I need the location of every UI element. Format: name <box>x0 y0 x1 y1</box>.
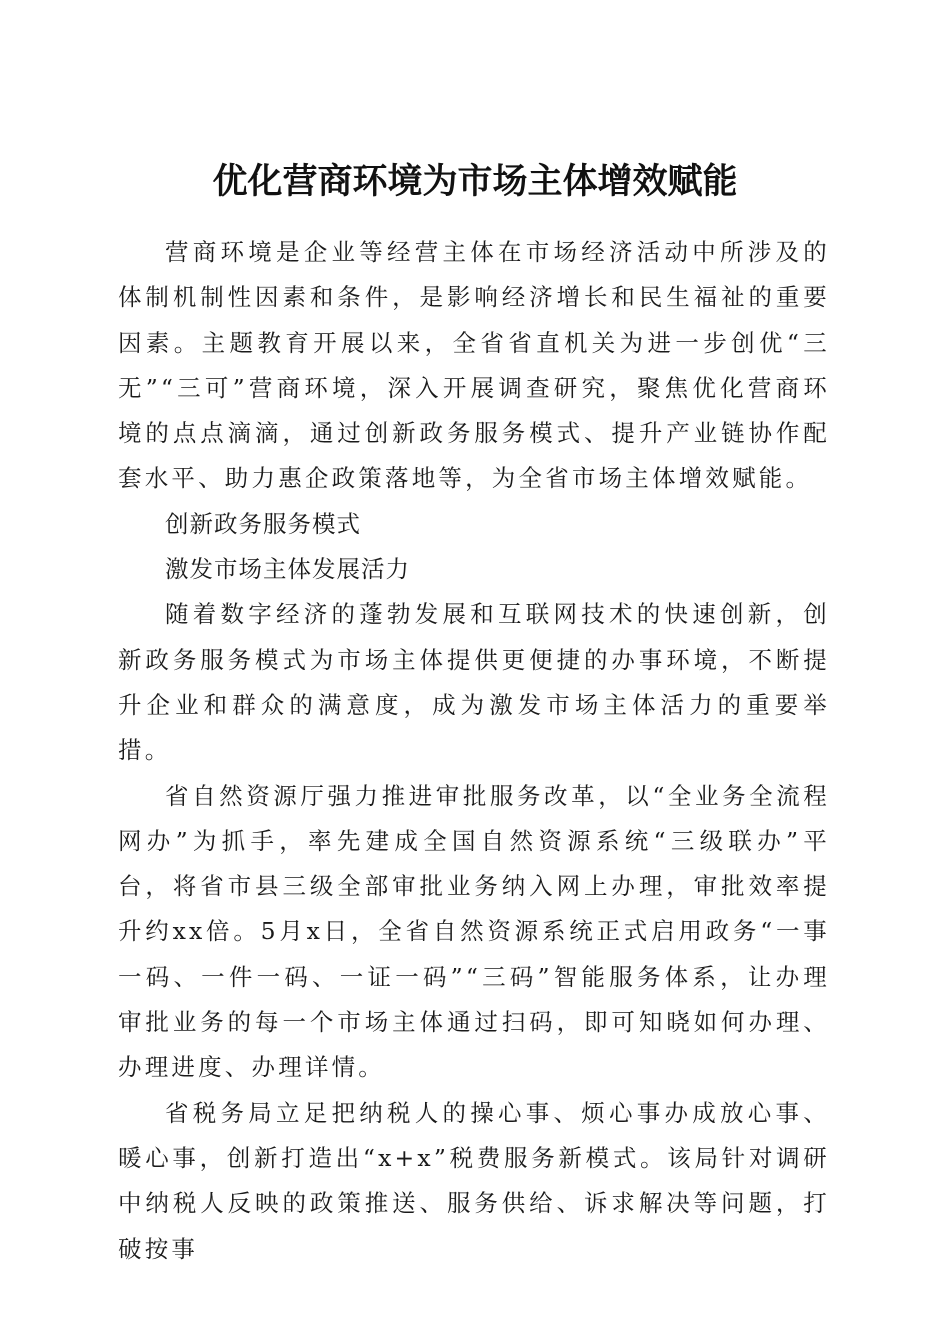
body-paragraph-tax-bureau: 省税务局立足把纳税人的操心事、烦心事办成放心事、暖心事，创新打造出“x+x”税费服务新模式。该局针对调研中纳税人反映的政策推送、服务供给、诉求解决等问题，打破按事 <box>118 1098 830 1263</box>
document-title: 优化营商环境为市场主体增效赋能 <box>212 161 738 203</box>
section-heading-line-2: 激发市场主体发展活力 <box>165 555 410 584</box>
intro-paragraph: 营商环境是企业等经营主体在市场经济活动中所涉及的体制机制性因素和条件，是影响经济增长和民生福祉的重要因素。主题教育开展以来，全省省直机关为进一步创优“三无”“三可”营商环境，深入开展调查研究，聚焦优化营商环境的点点滴滴，通过创新政务服务模式、提升产业链协作配套水平、助力惠企政策落地等，为全省市场主体增效赋能。 <box>118 238 830 493</box>
body-paragraph-natural-resources: 省自然资源厅强力推进审批服务改革，以“全业务全流程网办”为抓手，率先建成全国自然资源系统“三级联办”平台，将省市县三级全部审批业务纳入网上办理，审批效率提升约xx倍。5月x日，全省自然资源系统正式启用政务“一事一码、一件一码、一证一码”“三码”智能服务体系，让办理审批业务的每一个市场主体通过扫码，即可知晓如何办理、办理进度、办理详情。 <box>118 781 830 1082</box>
document-body <box>118 230 830 1272</box>
body-paragraph-digital: 随着数字经济的蓬勃发展和互联网技术的快速创新，创新政务服务模式为市场主体提供更便捷的办事环境，不断提升企业和群众的满意度，成为激发市场主体活力的重要举措。 <box>118 600 830 765</box>
section-heading-line-1: 创新政务服务模式 <box>165 509 361 538</box>
